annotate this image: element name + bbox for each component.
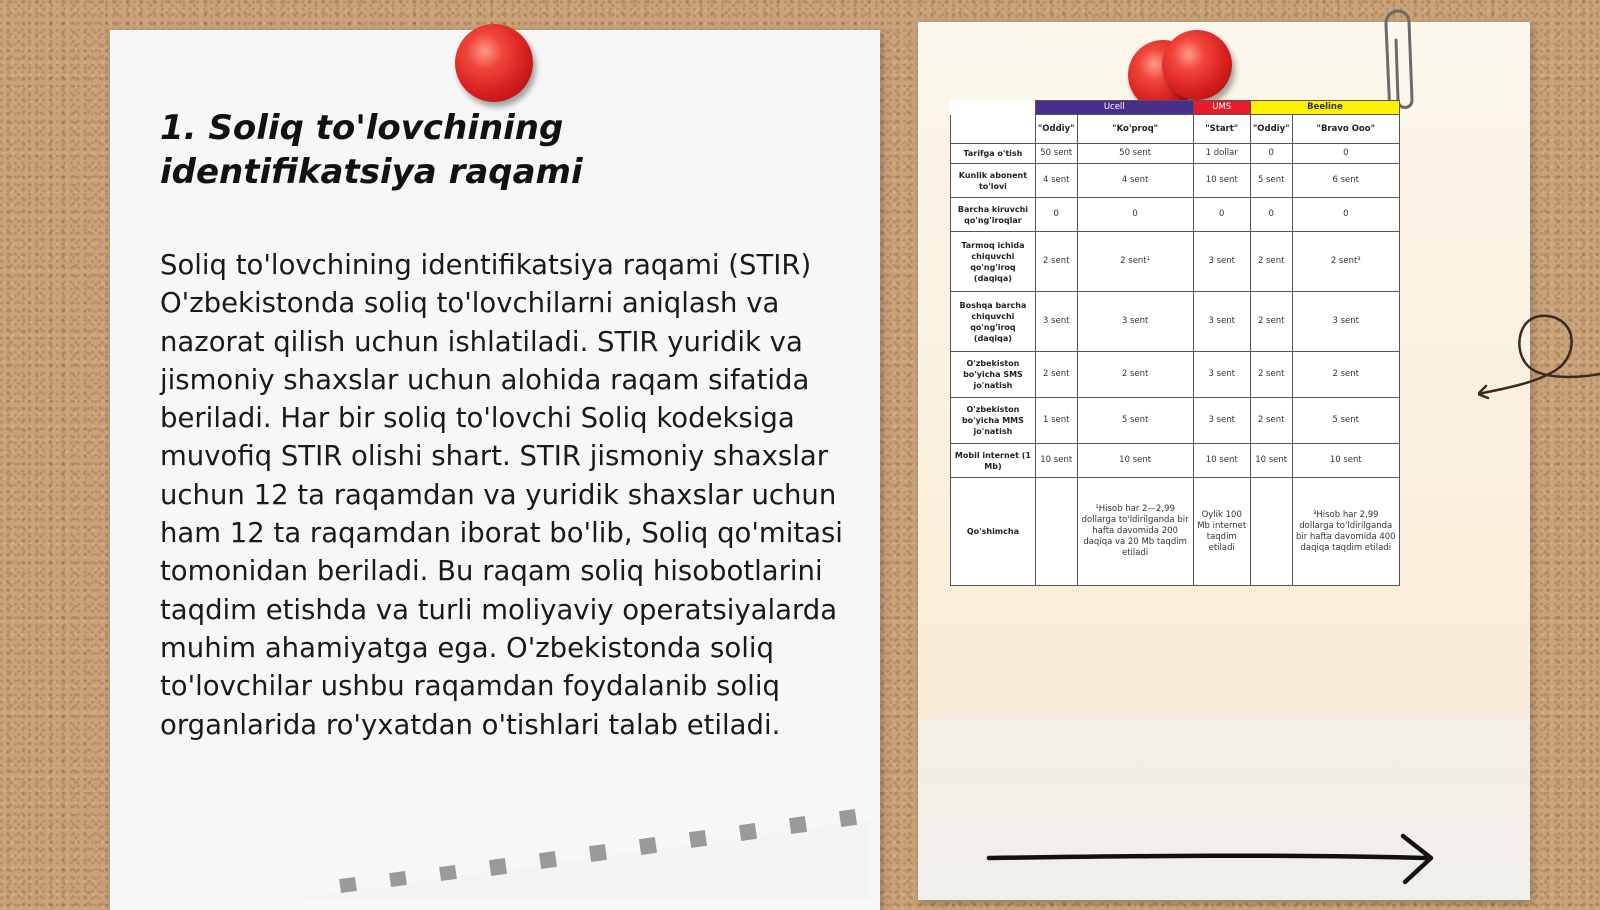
table-cell: 2 sent bbox=[1250, 292, 1292, 352]
swirl-doodle bbox=[1478, 310, 1600, 410]
table-row bbox=[951, 292, 1400, 352]
table-cell: 3 sent bbox=[1292, 292, 1399, 352]
plan-header: "Oddiy" bbox=[1250, 115, 1292, 144]
table-cell: 1 sent bbox=[1035, 398, 1077, 444]
pushpin-icon bbox=[1162, 30, 1232, 100]
table-corner bbox=[951, 115, 1036, 144]
table-row bbox=[951, 198, 1400, 232]
table-row bbox=[951, 398, 1400, 444]
table-cell: 4 sent bbox=[1077, 164, 1193, 198]
table-cell: 5 sent bbox=[1250, 164, 1292, 198]
table-cell: 3 sent bbox=[1193, 352, 1250, 398]
table-cell: 0 bbox=[1250, 144, 1292, 164]
table-cell: ¹Hisob har 2—2,99 dollarga to'ldirilganda bir hafta davomida 200 daqiqa va 20 Mb taqdim etiladi bbox=[1077, 478, 1193, 586]
table-cell: 1 dollar bbox=[1193, 144, 1250, 164]
table-cell bbox=[1250, 478, 1292, 586]
plan-header-row bbox=[951, 115, 1400, 144]
row-label: O'zbekiston bo'yicha MMS jo'natish bbox=[951, 398, 1036, 444]
table-cell: 3 sent bbox=[1193, 398, 1250, 444]
table-cell: 10 sent bbox=[1193, 164, 1250, 198]
plan-header: "Bravo Ooo" bbox=[1292, 115, 1399, 144]
row-label: Tarifga o'tish bbox=[951, 144, 1036, 164]
table-cell: 2 sent bbox=[1250, 232, 1292, 292]
table-corner bbox=[951, 101, 1036, 115]
table-cell: 5 sent bbox=[1292, 398, 1399, 444]
table-cell: 50 sent bbox=[1035, 144, 1077, 164]
table-row bbox=[951, 164, 1400, 198]
table-cell: 0 bbox=[1077, 198, 1193, 232]
table-cell: 2 sent bbox=[1035, 232, 1077, 292]
row-label: Kunlik abonent to'lovi bbox=[951, 164, 1036, 198]
table-cell: 10 sent bbox=[1250, 444, 1292, 478]
table-cell: 4 sent bbox=[1035, 164, 1077, 198]
table-cell: 10 sent bbox=[1193, 444, 1250, 478]
table-cell: 10 sent bbox=[1077, 444, 1193, 478]
operator-beeline: Beeline bbox=[1250, 101, 1399, 115]
row-label: Barcha kiruvchi qo'ng'iroqlar bbox=[951, 198, 1036, 232]
plan-header: "Oddiy" bbox=[1035, 115, 1077, 144]
table-cell: 0 bbox=[1292, 144, 1399, 164]
plan-header: "Start" bbox=[1193, 115, 1250, 144]
table-cell: 10 sent bbox=[1035, 444, 1077, 478]
row-label: Mobil internet (1 Mb) bbox=[951, 444, 1036, 478]
table-cell: 3 sent bbox=[1193, 292, 1250, 352]
table-cell: 2 sent³ bbox=[1292, 232, 1399, 292]
table-cell: 0 bbox=[1035, 198, 1077, 232]
table-cell bbox=[1035, 478, 1077, 586]
slide-title: 1. Soliq to'lovchining identifikatsiya raqami bbox=[160, 108, 583, 192]
table-cell: 3 sent bbox=[1035, 292, 1077, 352]
table-cell: 3 sent bbox=[1193, 232, 1250, 292]
torn-paper-edge bbox=[300, 800, 870, 900]
table-cell: 2 sent bbox=[1250, 352, 1292, 398]
table-cell: 50 sent bbox=[1077, 144, 1193, 164]
row-label: Qo'shimcha bbox=[951, 478, 1036, 586]
table-cell: 5 sent bbox=[1077, 398, 1193, 444]
tariff-comparison-table bbox=[950, 100, 1400, 586]
row-label: O'zbekiston bo'yicha SMS jo'natish bbox=[951, 352, 1036, 398]
table-cell: 0 bbox=[1292, 198, 1399, 232]
row-label: Tarmoq ichida chiquvchi qo'ng'iroq (daqiqa) bbox=[951, 232, 1036, 292]
table-cell: 0 bbox=[1193, 198, 1250, 232]
tariff-table bbox=[950, 100, 1400, 586]
pushpin-icon bbox=[455, 24, 533, 102]
table-cell: Oylik 100 Mb internet taqdim etiladi bbox=[1193, 478, 1250, 586]
plan-header: "Ko'proq" bbox=[1077, 115, 1193, 144]
table-cell: 3 sent bbox=[1077, 292, 1193, 352]
table-row bbox=[951, 144, 1400, 164]
table-row bbox=[951, 352, 1400, 398]
table-cell: 2 sent¹ bbox=[1077, 232, 1193, 292]
table-cell: 10 sent bbox=[1292, 444, 1399, 478]
table-row bbox=[951, 444, 1400, 478]
table-cell: 0 bbox=[1250, 198, 1292, 232]
table-row bbox=[951, 232, 1400, 292]
table-cell: 2 sent bbox=[1250, 398, 1292, 444]
body-paragraph: Soliq to'lovchining identifikatsiya raqami (STIR) O'zbekistonda soliq to'lovchilarni aniqlash va nazorat qilish uchun ishlatiladi. STIR yuridik va jismoniy shaxslar uchun alohida raqam sifatida beriladi. Har bir soliq to'lovchi Soliq kodeksiga muvofiq STIR olishi shart. STIR jismoniy shaxslar uchun 12 ta raqamdan va yuridik shaxslar uchun ham 12 ta raqamdan iborat bo'lib, Soliq qo'mitasi tomonidan beriladi. Bu raqam soliq hisobotlarini taqdim etishda va turli moliyaviy operatsiyalarda muhim ahamiyatga ega. O'zbekistonda soliq to'lovchilar ushbu raqamdan foydalanib soliq organlarida ro'yxatdan o'tishlari talab etiladi. bbox=[160, 249, 843, 741]
table-cell: 2 sent bbox=[1077, 352, 1193, 398]
table-cell: 2 sent bbox=[1292, 352, 1399, 398]
operator-ums: UMS bbox=[1193, 101, 1250, 115]
arrow-right-icon bbox=[985, 830, 1445, 890]
table-cell: ³Hisob har 2,99 dollarga to'ldirilganda bir hafta davomida 400 daqiqa taqdim etiladi bbox=[1292, 478, 1399, 586]
row-label: Boshqa barcha chiquvchi qo'ng'iroq (daqiqa) bbox=[951, 292, 1036, 352]
table-row bbox=[951, 478, 1400, 586]
table-cell: 6 sent bbox=[1292, 164, 1399, 198]
operator-header-row bbox=[951, 101, 1400, 115]
operator-ucell: Ucell bbox=[1035, 101, 1193, 115]
table-cell: 2 sent bbox=[1035, 352, 1077, 398]
